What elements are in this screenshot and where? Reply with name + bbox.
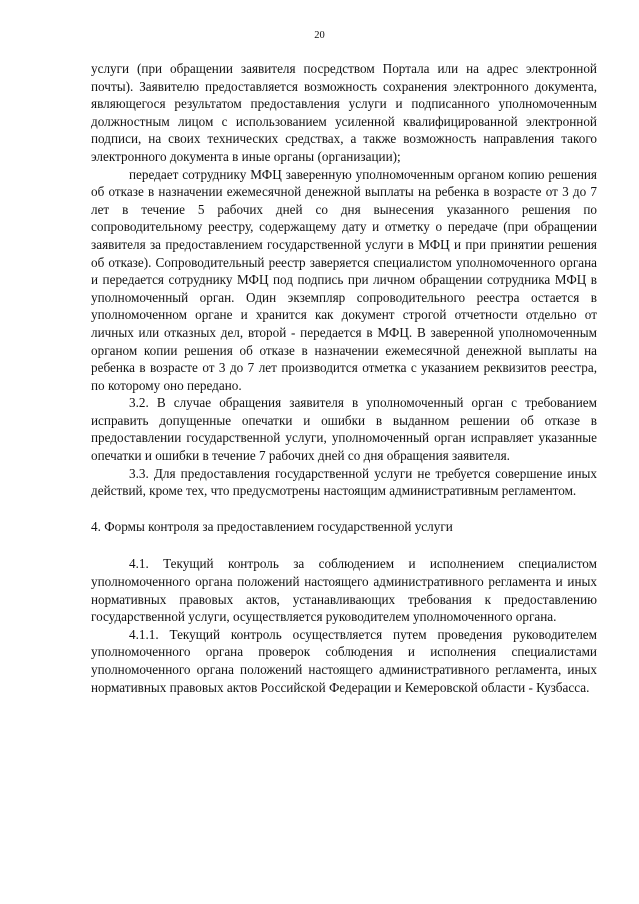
paragraph-mfc-transfer: передает сотруднику МФЦ заверенную уполномоченным органом копию решения об отказе в назначении ежемесячной денежной выплаты на ребенка в возрасте от 3 до 7 лет в течение 5 рабочих дней со дня вынесения указанного решения по сопроводительному реестру, содержащему дату и отметку о передаче (при обращении заявителя за предоставлением государственной услуги в МФЦ и при принятии решения об отказе). Сопроводительный реестр заверяется специалистом уполномоченного органа и передается сотруднику МФЦ под подпись при личном обращении сотрудника МФЦ в уполномоченный орган. Один экземпляр сопроводительного реестра остается в уполномоченном органе и хранится как документ строгой отчетности отдельно от личных или отказных дел, второй - передается в МФЦ. В заверенной уполномоченным органом копии решения об отказе в назначении ежемесячной денежной выплаты на ребенка в возрасте от 3 до 7 лет производится отметка с указанием реквизитов реестра, по которому оно передано. xyxy=(91,166,597,393)
paragraph-4-1-1: 4.1.1. Текущий контроль осуществляется путем проведения руководителем уполномоченного органа проверок соблюдения и исполнения специалистами уполномоченного органа положений настоящего административного регламента, иных нормативных правовых актов Российской Федерации и Кемеровской области - Кузбасса. xyxy=(91,626,597,695)
paragraph-4-1: 4.1. Текущий контроль за соблюдением и исполнением специалистом уполномоченного органа положений настоящего административного регламента и иных нормативных правовых актов, устанавливающих требования к предоставлению государственной услуги, осуществляется руководителем уполномоченного органа. xyxy=(91,556,597,625)
document-body xyxy=(91,60,597,696)
paragraph-continuation: услуги (при обращении заявителя посредством Портала или на адрес электронной почты). Заявителю предоставляется возможность сохранения электронного документа, являющегося результатом предоставления услуги и подписанного уполномоченным должностным лицом с использованием усиленной квалифицированной электронной подписи, на своих технических средствах, а также возможность направления такого электронного документа в иные органы (организации); xyxy=(91,61,597,164)
paragraph-3-3: 3.3. Для предоставления государственной услуги не требуется совершение иных действий, кроме тех, что предусмотрены настоящим административным регламентом. xyxy=(91,465,597,499)
section-heading: 4. Формы контроля за предоставлением государственной услуги xyxy=(91,518,453,534)
paragraph-3-2: 3.2. В случае обращения заявителя в уполномоченный орган с требованием исправить допущенные опечатки и ошибки в выданном решении об отказе в предоставлении государственной услуги, уполномоченный орган исправляет указанные опечатки и ошибки в течение 7 рабочих дней со дня обращения заявителя. xyxy=(91,395,597,464)
page-number: 20 xyxy=(314,30,325,41)
